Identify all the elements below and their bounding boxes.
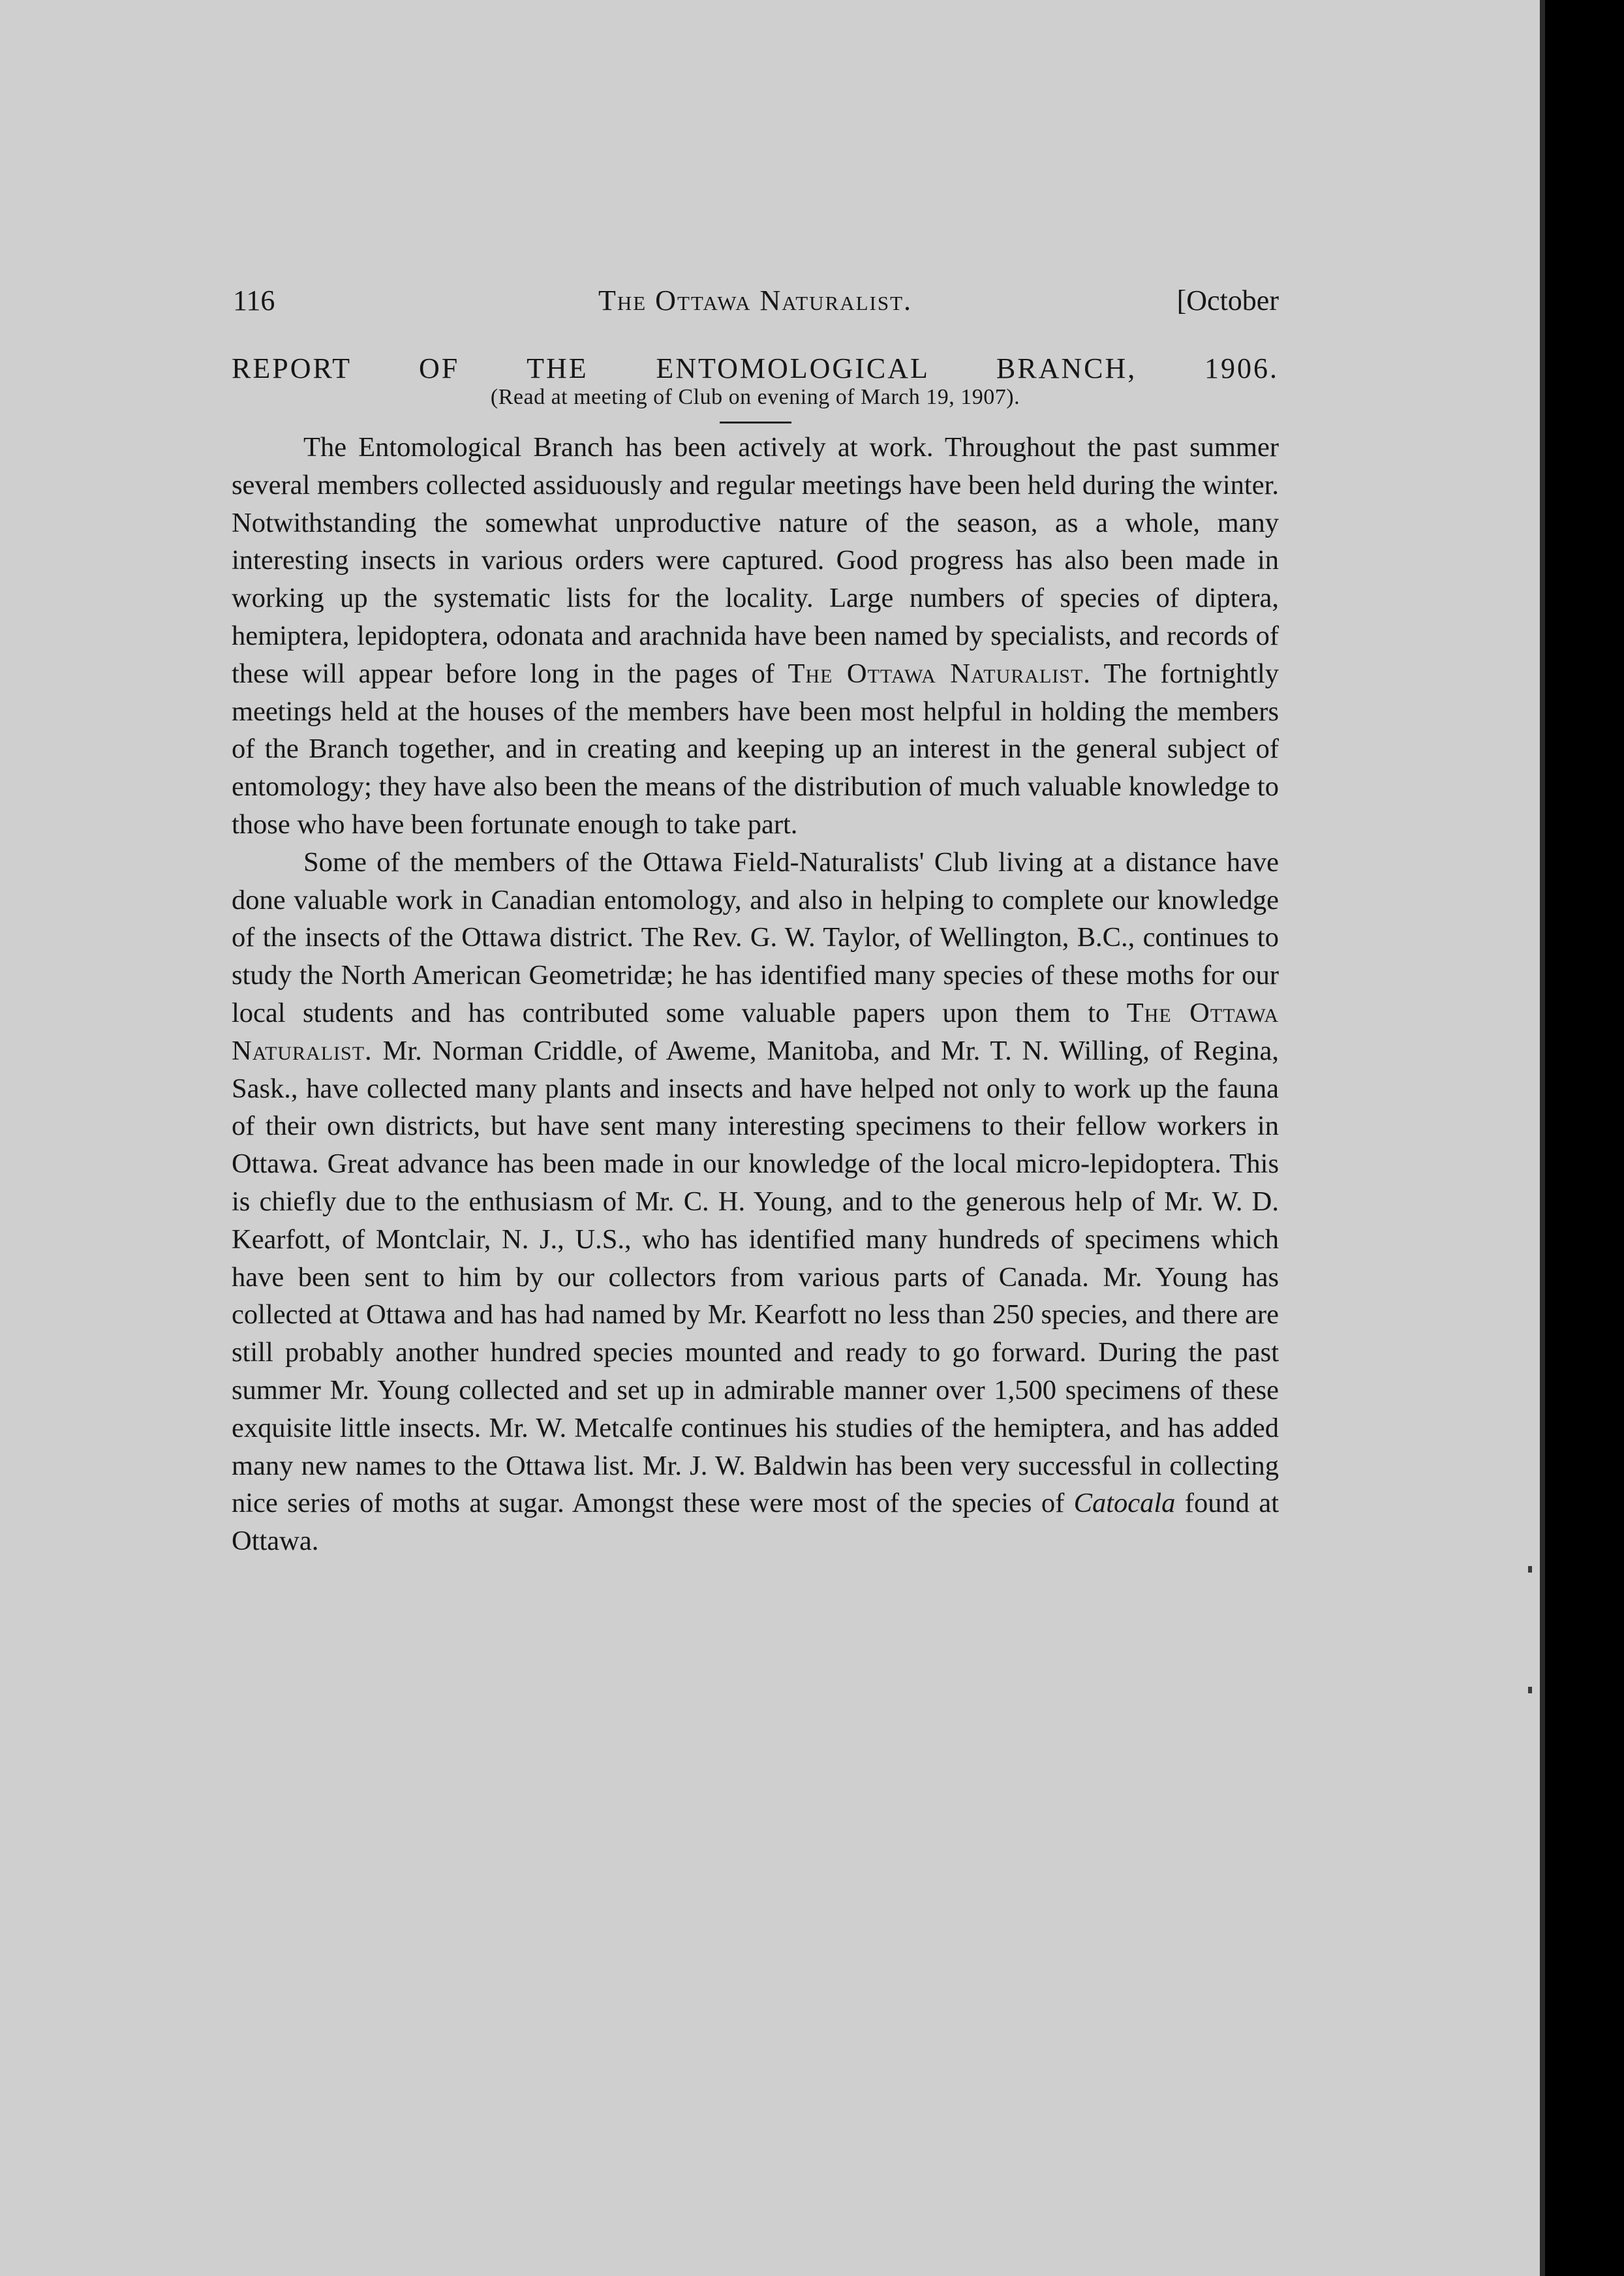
journal-title: The Ottawa Naturalist. [598,284,913,316]
title-rule [720,422,791,423]
issue-month: [October [1176,284,1279,316]
journal-name: The Ottawa Naturalist. [788,658,1091,689]
article-title: REPORT OF THE ENTOMOLOGICAL BRANCH, 1906. [232,352,1279,384]
running-header [232,284,1279,330]
paragraph-text: Some of the members of the Ottawa Field-Naturalists' Club living at a distance have done valuable work in Canadian entomology, and also in helping to complete our knowledge of the insects of the Ottawa district. The Rev. G. W. Taylor, of Wellington, B.C., continues to study the North American Geometridæ; he has identified many species of these moths for our local students and has contributed some valuable papers upon them to [232,846,1279,1028]
paragraph-text: Mr. Norman Criddle, of Aweme, Manitoba, and Mr. T. N. Willing, of Regina, Sask., have collected many plants and insects and have helped not only to work up the fauna of their own districts, but have sent many interesting specimens to their fellow workers in Ottawa. Great advance has been made in our knowledge of the local micro-lepidoptera. This is chiefly due to the enthusiasm of Mr. C. H. Young, and to the generous help of Mr. W. D. Kearfott, of Montclair, N. J., U.S., who has identified many hundreds of specimens which have been sent to him by our collectors from various parts of Canada. Mr. Young has collected at Ottawa and has had named by Mr. Kearfott no less than 250 species, and there are still probably another hundred species mounted and ready to go forward. During the past summer Mr. Young collected and set up in admirable manner over 1,500 specimens of these exquisite little insects. Mr. W. Metcalfe continues his studies of the hemiptera, and has added many new names to the Ottawa list. Mr. J. W. Baldwin has been very successful in collecting nice series of moths at sugar. Amongst these were most of the species of [232,1035,1279,1519]
genus-name: Catocala [1073,1488,1176,1519]
scan-speck [1528,1687,1532,1693]
page-content [232,284,1279,1560]
article-subtitle: (Read at meeting of Club on evening of March 19, 1907). [490,385,1020,409]
journal-name: The Ottawa Naturalist. [232,997,1279,1066]
paragraph [232,429,1279,844]
paragraph-text: The Entomological Branch has been actively at work. Throughout the past summer several members collected assiduously and regular meetings have been held during the winter. Notwithstanding the somewhat unproductive nature of the season, as a whole, many interesting insects in various orders were captured. Good progress has also been made in working up the systematic lists for the locality. Large numbers of species of diptera, hemiptera, lepidoptera, odonata and arachnida have been named by specialists, and records of these will appear before long in the pages of [232,432,1279,689]
page-number: 116 [233,284,275,316]
scan-speck [1528,1566,1532,1573]
paragraph-text: found at Ottawa. [232,1488,1279,1557]
paragraph-text: The fortnightly meetings held at the houses of the members have been most helpful in holding the members of the Branch together, and in creating and keeping up an interest in the general subject of entomology; they have also been the means of the distribution of much valuable knowledge to those who have been fortunate enough to take part. [232,658,1279,840]
paragraph [232,844,1279,1560]
article-body [232,429,1279,1560]
